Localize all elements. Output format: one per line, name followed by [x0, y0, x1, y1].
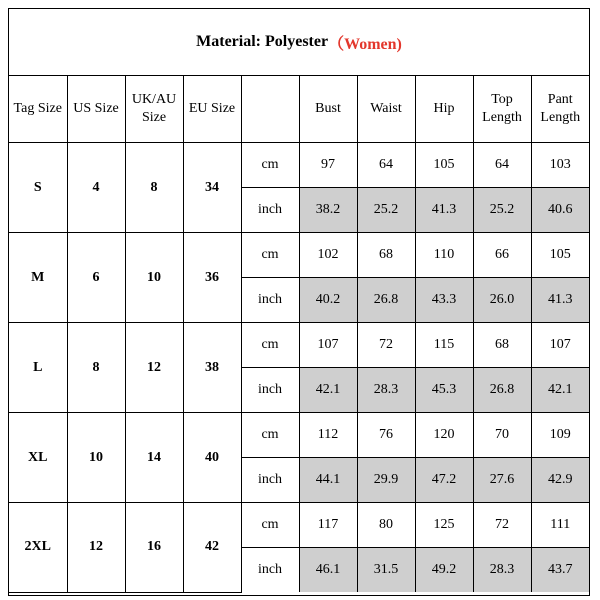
title-women: （Women) — [328, 35, 402, 53]
bust-inch-cell: 38.2 — [299, 188, 357, 233]
size-table — [9, 76, 589, 593]
hip-inch-cell: 43.3 — [415, 278, 473, 323]
unit-inch-cell: inch — [241, 548, 299, 593]
pant-length-cm-cell: 107 — [531, 323, 589, 368]
us-size-cell: 10 — [67, 413, 125, 503]
hip-cm-cell: 125 — [415, 503, 473, 548]
uk-au-size-cell: 10 — [125, 233, 183, 323]
top-length-cm-cell: 64 — [473, 143, 531, 188]
waist-cm-cell: 64 — [357, 143, 415, 188]
pant-length-cm-cell: 105 — [531, 233, 589, 278]
top-length-inch-cell: 27.6 — [473, 458, 531, 503]
header-pant-length — [531, 76, 589, 143]
hip-inch-cell: 47.2 — [415, 458, 473, 503]
eu-size-cell: 40 — [183, 413, 241, 503]
pant-length-inch-cell: 41.3 — [531, 278, 589, 323]
us-size-cell: 8 — [67, 323, 125, 413]
unit-inch-cell: inch — [241, 458, 299, 503]
top-length-inch-cell: 25.2 — [473, 188, 531, 233]
eu-size-cell: 34 — [183, 143, 241, 233]
unit-inch-cell: inch — [241, 278, 299, 323]
top-length-cm-cell: 66 — [473, 233, 531, 278]
uk-au-size-cell: 12 — [125, 323, 183, 413]
unit-cm-cell: cm — [241, 503, 299, 548]
header-top-length-line2: Length — [482, 110, 522, 125]
waist-cm-cell: 68 — [357, 233, 415, 278]
unit-cm-cell: cm — [241, 233, 299, 278]
tag-size-cell: XL — [9, 413, 67, 503]
header-eu-size: EU Size — [183, 76, 241, 143]
bust-cm-cell: 97 — [299, 143, 357, 188]
tag-size-cell: M — [9, 233, 67, 323]
waist-cm-cell: 80 — [357, 503, 415, 548]
chart-title — [9, 9, 589, 76]
top-length-inch-cell: 28.3 — [473, 548, 531, 593]
top-length-inch-cell: 26.0 — [473, 278, 531, 323]
us-size-cell: 12 — [67, 503, 125, 593]
us-size-cell: 6 — [67, 233, 125, 323]
table-row — [9, 143, 589, 188]
unit-cm-cell: cm — [241, 413, 299, 458]
hip-cm-cell: 120 — [415, 413, 473, 458]
header-us-size: US Size — [67, 76, 125, 143]
waist-inch-cell: 31.5 — [357, 548, 415, 593]
eu-size-cell: 38 — [183, 323, 241, 413]
waist-inch-cell: 28.3 — [357, 368, 415, 413]
uk-au-size-cell: 8 — [125, 143, 183, 233]
top-length-inch-cell: 26.8 — [473, 368, 531, 413]
unit-cm-cell: cm — [241, 143, 299, 188]
tag-size-cell: S — [9, 143, 67, 233]
top-length-cm-cell: 72 — [473, 503, 531, 548]
unit-inch-cell: inch — [241, 188, 299, 233]
eu-size-cell: 42 — [183, 503, 241, 593]
hip-cm-cell: 115 — [415, 323, 473, 368]
uk-au-size-cell: 16 — [125, 503, 183, 593]
header-bust: Bust — [299, 76, 357, 143]
title-material: Material: Polyester — [196, 33, 329, 50]
table-row — [9, 323, 589, 368]
header-waist: Waist — [357, 76, 415, 143]
header-row — [9, 76, 589, 143]
bust-inch-cell: 42.1 — [299, 368, 357, 413]
pant-length-cm-cell: 109 — [531, 413, 589, 458]
pant-length-inch-cell: 43.7 — [531, 548, 589, 593]
pant-length-inch-cell: 40.6 — [531, 188, 589, 233]
bust-inch-cell: 44.1 — [299, 458, 357, 503]
unit-cm-cell: cm — [241, 323, 299, 368]
header-top-length-line1: Top — [491, 92, 513, 107]
hip-cm-cell: 110 — [415, 233, 473, 278]
waist-cm-cell: 76 — [357, 413, 415, 458]
header-uk-au-line2: Size — [141, 110, 167, 125]
uk-au-size-cell: 14 — [125, 413, 183, 503]
waist-cm-cell: 72 — [357, 323, 415, 368]
waist-inch-cell: 29.9 — [357, 458, 415, 503]
pant-length-cm-cell: 103 — [531, 143, 589, 188]
header-uk-au-line1: UK/AU — [131, 92, 177, 107]
waist-inch-cell: 26.8 — [357, 278, 415, 323]
size-chart — [8, 8, 590, 596]
bust-cm-cell: 112 — [299, 413, 357, 458]
unit-inch-cell: inch — [241, 368, 299, 413]
tag-size-cell: L — [9, 323, 67, 413]
pant-length-cm-cell: 111 — [531, 503, 589, 548]
bust-cm-cell: 102 — [299, 233, 357, 278]
table-row — [9, 413, 589, 458]
header-pant-length-line1: Pant — [547, 92, 573, 107]
eu-size-cell: 36 — [183, 233, 241, 323]
pant-length-inch-cell: 42.1 — [531, 368, 589, 413]
us-size-cell: 4 — [67, 143, 125, 233]
header-top-length — [473, 76, 531, 143]
table-row — [9, 233, 589, 278]
header-hip: Hip — [415, 76, 473, 143]
bust-inch-cell: 46.1 — [299, 548, 357, 593]
hip-inch-cell: 49.2 — [415, 548, 473, 593]
top-length-cm-cell: 70 — [473, 413, 531, 458]
top-length-cm-cell: 68 — [473, 323, 531, 368]
header-pant-length-line2: Length — [540, 110, 581, 125]
header-tag-size: Tag Size — [9, 76, 67, 143]
bust-inch-cell: 40.2 — [299, 278, 357, 323]
hip-cm-cell: 105 — [415, 143, 473, 188]
header-unit — [241, 76, 299, 143]
bust-cm-cell: 117 — [299, 503, 357, 548]
pant-length-inch-cell: 42.9 — [531, 458, 589, 503]
hip-inch-cell: 45.3 — [415, 368, 473, 413]
hip-inch-cell: 41.3 — [415, 188, 473, 233]
header-uk-au-size — [125, 76, 183, 143]
table-row — [9, 503, 589, 548]
waist-inch-cell: 25.2 — [357, 188, 415, 233]
bust-cm-cell: 107 — [299, 323, 357, 368]
tag-size-cell: 2XL — [9, 503, 67, 593]
